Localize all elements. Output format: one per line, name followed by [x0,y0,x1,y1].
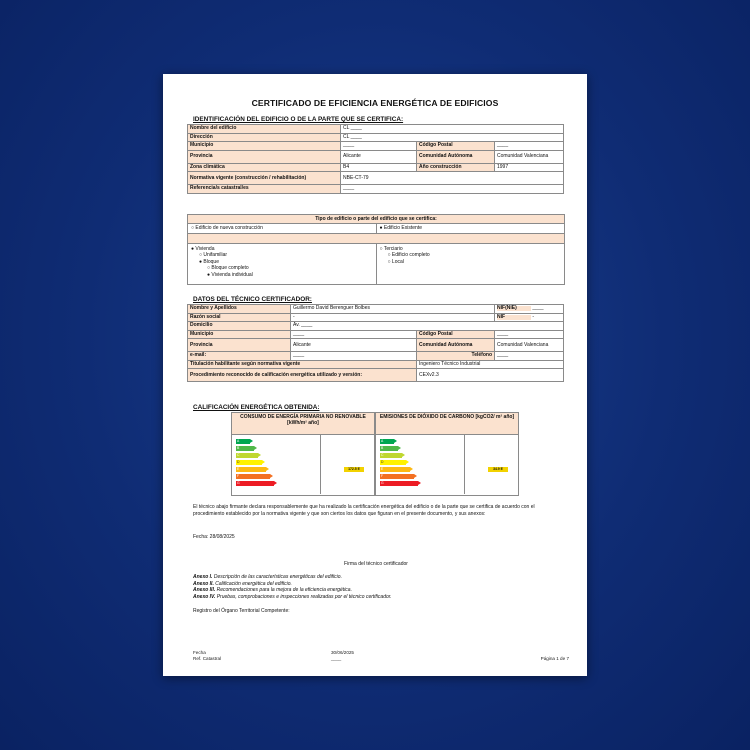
field-label: Nombre y Apellidos [188,305,291,314]
table-row [188,369,564,382]
field-value [495,313,564,322]
rating-bar-e [380,467,410,472]
field-value: ____ [495,142,564,151]
footer-fecha-label: Fecha [193,650,206,655]
field-label: Comunidad Autónoma [417,150,495,163]
certificate-page [163,74,587,676]
fecha-text: Fecha: 28/08/2025 [193,534,235,540]
option-local: ○ Local [387,258,404,265]
rating-bar-a [236,439,250,444]
anexo-text: Pruebas, comprobaciones e inspecciones realizadas por el técnico certificador. [216,593,392,600]
tipo-edificio-heading: Tipo de edificio o parte del edificio que se certifica: [188,215,564,224]
list-item [193,581,559,588]
field-value: Comunidad Valenciana [495,150,564,163]
field-value: Alicante [341,150,417,163]
table-row [188,163,564,172]
consumo-title: CONSUMO DE ENERGÍA PRIMARIA NO RENOVABLE [kWh/m² año] [232,413,374,435]
field-value: - [532,313,535,320]
field-label: Provincia [188,339,291,352]
table-row [188,185,564,194]
field-label: Razón social [188,313,291,322]
list-item [193,587,559,594]
rating-bar-g [380,481,418,486]
anexo-label: Anexo II. [193,580,214,587]
consumo-scale [232,435,374,494]
table-row [188,150,564,163]
field-label: e-mail: [188,352,291,361]
rating-bar-e [236,467,266,472]
table-row [188,305,564,314]
field-label: Titulación habilitante según normativa vigente [188,360,417,369]
declaracion-text: El técnico abajo firmante declara responsablemente que ha realizado la certificación energética del edificio o de la parte que se certifica de acuerdo con el procedimiento establecido por la normativa vigente y que son ciertos los datos que figuran en el presente documento, y sus anexos: [193,504,535,517]
rating-letter: B [381,446,384,450]
table-row [188,133,564,142]
option-unifamiliar: ○ Unifamiliar [199,252,228,259]
rating-letter: D [237,460,240,464]
divider [320,435,321,494]
rating-letter: B [237,446,240,450]
option-terciario: ○ Terciario [379,246,403,252]
rating-letter: G [237,481,240,485]
field-label: Provincia [188,150,341,163]
field-value: CL ____ [341,133,564,142]
rating-letter: C [381,453,384,457]
rating-letter: F [381,474,384,478]
table-row [188,352,564,361]
table-row [188,125,564,134]
rating-letter: E [381,467,384,471]
emisiones-rating-value: 34.9 E [488,467,508,472]
page-number: Página 1 de 7 [540,656,569,661]
rating-letter: E [237,467,240,471]
table-row [188,313,564,322]
field-label: NIF [497,315,531,320]
rating-bar-f [236,474,270,479]
footer-ref-value: ____ [331,656,342,661]
option-vivienda-individual: ● Vivienda individual [207,271,253,278]
field-label: Normativa vigente (construcción / rehabilitación) [188,172,341,185]
uso-options [188,244,564,284]
firma-label: Firma del técnico certificador [344,561,408,567]
field-value: Guillermo David Berenguer Bolbes [291,305,495,314]
section-calificacion-heading: CALIFICACIÓN ENERGÉTICA OBTENIDA: [193,404,320,411]
field-label: NIF(NIE) [497,306,531,311]
field-value: CEXv2.3 [417,369,564,382]
rating-bar-c [236,453,258,458]
construccion-options [188,224,564,234]
field-label: Municipio [188,330,291,339]
field-value: ____ [341,185,564,194]
field-value: - [291,313,495,322]
field-value: ____ [495,352,564,361]
field-value: ____ [341,142,417,151]
list-item [193,574,559,581]
table-row [188,322,564,331]
table-row [188,360,564,369]
footer-ref-label: Ref. Catastral [193,656,222,661]
field-label: Código Postal [417,330,495,339]
rating-bar-d [236,460,262,465]
rating-bar-c [380,453,402,458]
registro-text: Registro del Órgano Territorial Competente: [193,608,290,614]
rating-letter: F [237,474,240,478]
option-edificio-existente: ● Edificio Existente [379,225,422,231]
field-value: Ingeniero Técnico Industrial [417,360,564,369]
footer-labels [193,650,221,662]
tipo-edificio-box [187,214,565,285]
field-value [495,305,564,314]
consumo-rating-value: 172.5 E [344,467,364,472]
field-value: ____ [495,330,564,339]
rating-bar-b [380,446,398,451]
identificacion-table [187,124,564,194]
table-row [188,330,564,339]
anexo-text: Recomendaciones para la mejora de la eficiencia energética. [216,587,352,594]
rating-letter: A [237,439,240,443]
section-tecnico-heading: DATOS DEL TÉCNICO CERTIFICADOR: [193,296,312,303]
document-title: CERTIFICADO DE EFICIENCIA ENERGÉTICA DE EDIFICIOS [251,98,499,108]
field-label: Comunidad Autónoma [417,339,495,352]
list-item [193,594,559,601]
option-bloque-completo: ○ Bloque completo [207,265,249,272]
emisiones-scale [376,435,518,494]
field-value: ____ [291,352,417,361]
field-label: Procedimiento reconocido de calificación energética utilizado y versión: [188,369,417,382]
field-label: Dirección [188,133,341,142]
option-vivienda: ● Vivienda [191,246,215,252]
field-label: Año construcción [417,163,495,172]
rating-letter: A [381,439,384,443]
option-edificio-completo: ○ Edificio completo [387,252,430,259]
rating-letter: C [237,453,240,457]
rating-bar-g [236,481,274,486]
tecnico-table [187,304,564,382]
table-row [188,339,564,352]
field-label: Referencia/s catastral/es [188,185,341,194]
anexo-label: Anexo IV. [193,593,216,600]
rating-bar-a [380,439,394,444]
anexo-label: Anexo III. [193,587,216,594]
vivienda-column [188,244,377,284]
field-value: Alicante [291,339,417,352]
option-bloque: ● Bloque [199,258,219,265]
footer-values [331,650,354,662]
rating-bar-f [380,474,414,479]
anexo-label: Anexo I. [193,574,213,580]
field-value: B4 [341,163,417,172]
field-value: Comunidad Valenciana [495,339,564,352]
section-identificacion-heading: IDENTIFICACIÓN DEL EDIFICIO O DE LA PARTE QUE SE CERTIFICA: [193,116,404,123]
field-label: Nombre del edificio [188,125,341,134]
field-label: Domicilio [188,322,291,331]
rating-letter: D [381,460,384,464]
rating-letter: G [381,481,384,485]
table-row [188,142,564,151]
field-value: 1997 [495,163,564,172]
emisiones-panel [375,412,519,496]
consumo-panel [231,412,375,496]
separator-band [188,234,564,244]
field-value: ____ [291,330,417,339]
anexo-text: Calificación energética del edificio. [215,580,292,587]
field-value: ____ [532,305,544,312]
field-label: Zona climática [188,163,341,172]
footer-fecha-value: 30/06/2025 [331,650,354,655]
table-row [188,172,564,185]
divider [464,435,465,494]
field-label: Municipio [188,142,341,151]
terciario-column [377,244,565,284]
field-value: Av. ____ [291,322,564,331]
field-label: Código Postal [417,142,495,151]
anexos-list [193,574,559,600]
field-value: NBE-CT-79 [341,172,564,185]
rating-bar-b [236,446,254,451]
rating-bar-d [380,460,406,465]
emisiones-title: EMISIONES DE DIÓXIDO DE CARBONO [kgCO2/ m² año] [376,413,518,435]
anexo-text: Descripción de las características energéticas del edificio. [213,574,342,580]
field-value: CL ____ [341,125,564,134]
field-label: Teléfono [417,352,495,361]
option-nueva-construccion: ○ Edificio de nueva construcción [188,224,377,233]
